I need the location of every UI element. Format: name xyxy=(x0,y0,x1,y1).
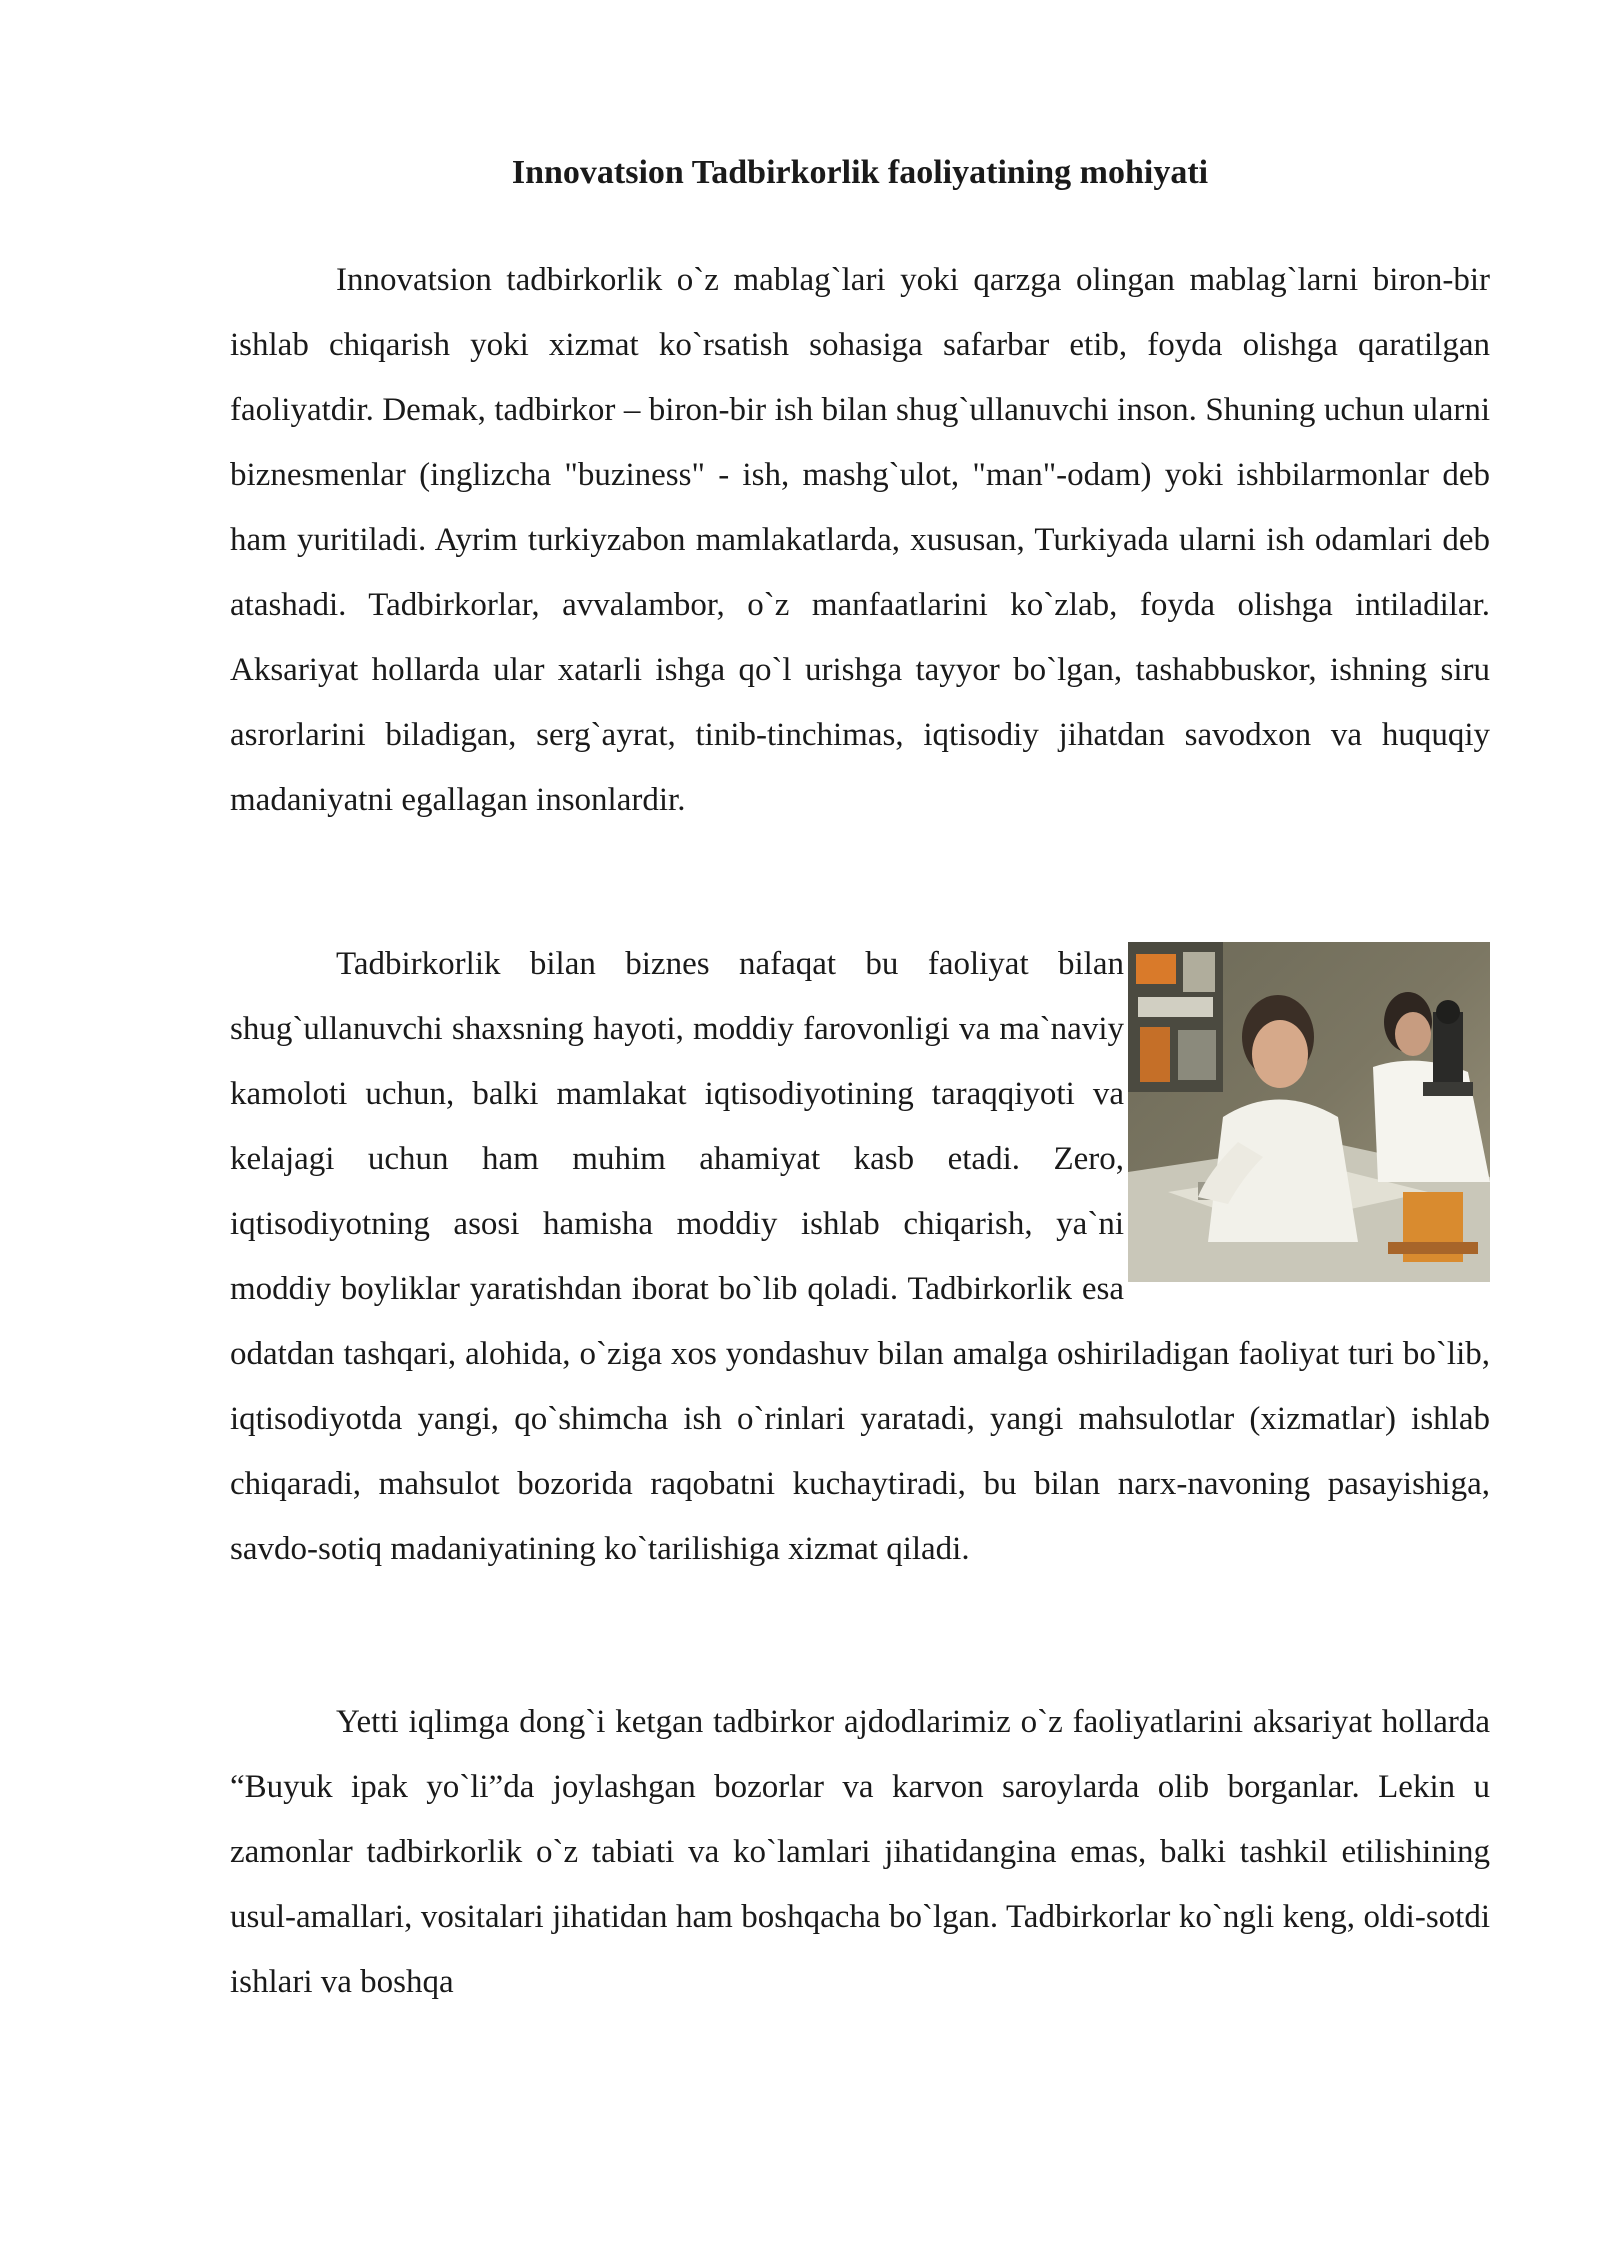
lab-workers-photo xyxy=(1128,942,1490,1282)
paragraph-2-text: Tadbirkorlik bilan biznes nafaqat bu faoliyat bilan shug`ullanuvchi shaxsning hayoti, moddiy farovonligi va ma`naviy kamoloti uchun, balki mamlakat iqtisodiyotining taraqqiyoti va kelajagi uchun ham muhim ahamiyat kasb etadi. Zero, iqtisodiyotning asosi hamisha moddiy ishlab chiqarish, ya`ni moddiy boyliklar yaratishdan iborat bo`lib qoladi. Tadbirkorlik esa odatdan tashqari, alohida, o`ziga xos yondashuv bilan amalga oshiriladigan faoliyat turi bo`lib, iqtisodiyotda yangi, qo`shimcha ish o`rinlari yaratadi, yangi mahsulotlar (xizmatlar) ishlab chiqaradi, mahsulot bozorida raqobatni kuchaytiradi, bu bilan narx-navoning pasayishiga, savdo-sotiq madaniyatining ko`tarilishiga xizmat qiladi. xyxy=(230,946,1490,1567)
document-title: Innovatsion Tadbirkorlik faoliyatining mohiyati xyxy=(511,154,1209,191)
lab-workers-illustration xyxy=(1128,942,1490,1282)
paragraph-2 xyxy=(230,932,1490,1582)
paragraph-1: Innovatsion tadbirkorlik o`z mablag`lari yoki qarzga olingan mablag`larni biron-bir ishlab chiqarish yoki xizmat ko`rsatish sohasiga safarbar etib, foyda olishga qaratilgan faoliyatdir. Demak, tadbirkor – biron-bir ish bilan shug`ullanuvchi inson. Shuning uchun ularni biznesmenlar (inglizcha "buziness" - ish, mashg`ulot, "man"-odam) yoki ishbilarmonlar deb ham yuritiladi. Ayrim turkiyzabon mamlakatlarda, xususan, Turkiyada ularni ish odamlari deb atashadi. Tadbirkorlar, avvalambor, o`z manfaatlarini ko`zlab, foyda olishga intiladilar. Aksariyat hollarda ular xatarli ishga qo`l urishga tayyor bo`lgan, tashabbuskor, ishning siru asrorlarini biladigan, serg`ayrat, tinib-tinchimas, iqtisodiy jihatdan savodxon va huquqiy madaniyatni egallagan insonlardir. xyxy=(230,262,1490,818)
paragraph-3: Yetti iqlimga dong`i ketgan tadbirkor ajdodlarimiz o`z faoliyatlarini aksariyat hollarda “Buyuk ipak yo`li”da joylashgan bozorlar va karvon saroylarda olib borganlar. Lekin u zamonlar tadbirkorlik o`z tabiati va ko`lamlari jihatidangina emas, balki tashkil etilishining usul-amallari, vositalari jihatidan ham boshqacha bo`lgan. Tadbirkorlar ko`ngli keng, oldi-sotdi ishlari va boshqa xyxy=(230,1704,1490,2000)
